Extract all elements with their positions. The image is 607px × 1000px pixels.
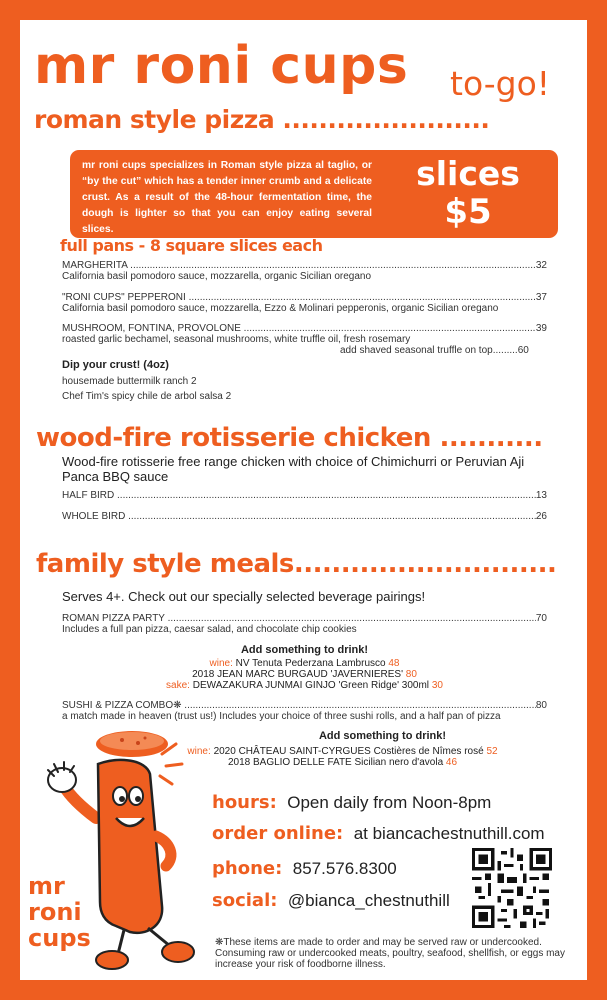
slices-price: $5	[444, 192, 492, 232]
drink-name: NV Tenuta Pederzana Lambrusco	[235, 658, 386, 669]
order-online-link[interactable]: at biancachestnuthill.com	[353, 824, 545, 843]
item-name: MARGHERITA .....	[62, 260, 536, 272]
item-description: Includes a full pan pizza, caesar salad, and chocolate chip cookies	[62, 624, 357, 635]
item-name: WHOLE BIRD .....	[62, 511, 536, 523]
dip-item: Chef Tim's spicy chile de arbol salsa 2	[62, 391, 232, 402]
menu-item-row	[62, 490, 547, 502]
to-go-label: to-go!	[450, 64, 551, 103]
chicken-heading: wood-fire rotisserie chicken ...........	[36, 423, 543, 453]
drink-price: 46	[445, 757, 458, 768]
qr-code-icon[interactable]	[472, 848, 552, 928]
drink-price: 48	[388, 658, 400, 669]
item-price: 37	[535, 292, 547, 303]
phone-number[interactable]: 857.576.8300	[292, 859, 397, 878]
family-heading: family style meals............................	[36, 549, 557, 579]
drink-line	[62, 669, 547, 680]
mascot-word: cups	[28, 924, 91, 952]
drink-heading: Add something to drink!	[240, 644, 369, 656]
drink-line	[62, 658, 547, 669]
drink-prefix: wine:	[209, 658, 233, 669]
item-name: MUSHROOM, FONTINA, PROVOLONE .....	[62, 323, 536, 335]
drink-price: 80	[405, 669, 417, 680]
drink-line	[62, 680, 547, 691]
drink-name: 2018 BAGLIO DELLE FATE Sicilian nero d'avola	[227, 757, 444, 768]
drink-prefix: wine:	[187, 746, 211, 757]
disclaimer: ❋These items are made to order and may be served raw or undercooked. Consuming raw or undercooked meats, poultry, seafood, shellfish, or eggs may increase your risk of foodborne illness.	[215, 937, 565, 970]
item-name: SUSHI & PIZZA COMBO❋ .....	[62, 700, 536, 712]
item-price: 39	[535, 323, 547, 334]
drink-prefix: sake:	[166, 680, 190, 691]
item-description: California basil pomodoro sauce, mozzarella, organic Sicilian oregano	[62, 271, 372, 282]
item-price: 80	[535, 700, 547, 711]
hours-label: hours:	[212, 792, 277, 813]
drink-heading: Add something to drink!	[318, 730, 447, 742]
drink-name: 2018 JEAN MARC BURGAUD 'JAVERNIERES'	[192, 669, 403, 680]
slices-label: slices	[416, 154, 520, 193]
dip-item: housemade buttermilk ranch 2	[62, 376, 197, 387]
drink-name: DEWAZAKURA JUNMAI GINJO 'Green Ridge' 300ml	[192, 680, 430, 691]
truffle-addon: add shaved seasonal truffle on top.........60	[340, 345, 529, 356]
page-title: mr roni cups	[34, 36, 409, 96]
order-online-label: order online:	[212, 823, 344, 844]
phone-label: phone:	[212, 858, 283, 879]
dip-heading: Dip your crust! (4oz)	[62, 359, 169, 371]
hours-value: Open daily from Noon-8pm	[287, 793, 492, 812]
full-pans-heading: full pans - 8 square slices each	[60, 236, 323, 255]
hours-row	[212, 792, 491, 813]
drink-price: 30	[431, 680, 443, 691]
item-name: HALF BIRD .....	[62, 490, 536, 502]
social-handle[interactable]: @bianca_chestnuthill	[287, 891, 450, 910]
menu-item-row	[62, 511, 547, 523]
family-intro: Serves 4+. Check out our specially selected beverage pairings!	[62, 589, 426, 604]
drink-price: 52	[486, 746, 498, 757]
item-price: 70	[535, 613, 547, 624]
subtitle: roman style pizza .......................	[34, 105, 490, 134]
social-row	[212, 890, 450, 911]
mascot-word: roni	[28, 898, 82, 926]
item-description: California basil pomodoro sauce, mozzarella, Ezzo & Molinari pepperonis, organic Sicilian oregano	[62, 303, 499, 314]
mascot-illustration	[20, 726, 220, 980]
chicken-description: Wood-fire rotisserie free range chicken with choice of Chimichurri or Peruvian Aji Panca BBQ sauce	[62, 454, 525, 484]
item-price: 32	[535, 260, 547, 271]
item-description: a match made in heaven (trust us!) Includes your choice of three sushi rolls, and a half pan of pizza	[62, 711, 501, 722]
item-name: "RONI CUPS" PEPPERONI .....	[62, 292, 536, 304]
mascot-word: mr	[28, 872, 65, 900]
item-price: 13	[535, 490, 547, 501]
drink-name: 2020 CHÂTEAU SAINT-CYRGUES Costières de Nîmes rosé	[213, 746, 484, 757]
phone-row	[212, 858, 397, 879]
order-online-row	[212, 823, 545, 844]
menu-page	[20, 20, 587, 980]
pepperoni-hat-icon	[96, 731, 168, 757]
social-label: social:	[212, 890, 278, 911]
item-name: ROMAN PIZZA PARTY .....	[62, 613, 536, 625]
item-price: 26	[535, 511, 547, 522]
item-description: roasted garlic bechamel, seasonal mushrooms, white truffle oil, fresh rosemary	[62, 334, 411, 345]
intro-text: mr roni cups specializes in Roman style pizza al taglio, or “by the cut” which has a tender inner crumb and a delicate crust. As a result of the 48-hour fermentation time, the dough is lighter so that you can enjoy eating several slices.	[82, 160, 372, 235]
